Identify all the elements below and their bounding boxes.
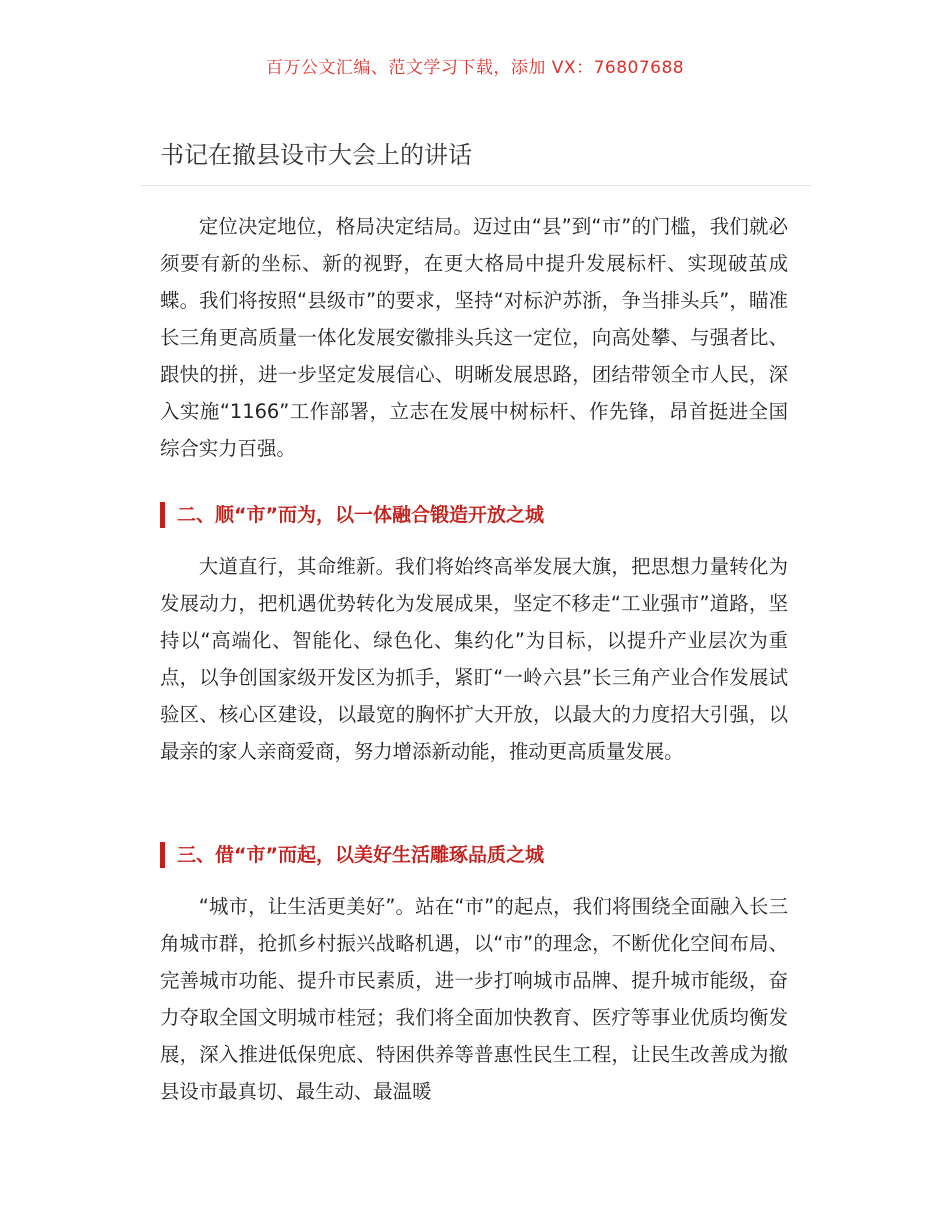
section-2-paragraph: 大道直行，其命维新。我们将始终高举发展大旗，把思想力量转化为发展动力，把机遇优势转化为发展成果，坚定不移走“工业强市”道路，坚持以“高端化、智能化、绿色化、集约化”为目标，以提升产业层次为重点，以争创国家级开发区为抓手，紧盯“一岭六县”长三角产业合作发展试验区、核心区建设，以最宽的胸怀扩大开放，以最大的力度招大引强，以最亲的家人亲商爱商，努力增添新动能，推动更高质量发展。 xyxy=(160,555,788,763)
page-title: 书记在撤县设市大会上的讲话 xyxy=(160,141,472,169)
heading-accent-bar xyxy=(160,842,165,868)
section-heading-3-text: 三、借“市”而起，以美好生活雕琢品质之城 xyxy=(177,844,544,866)
intro-paragraph: 定位决定地位，格局决定结局。迈过由“县”到“市”的门槛，我们就必须要有新的坐标、新的视野，在更大格局中提升发展标杆、实现破茧成蝶。我们将按照“县级市”的要求，坚持“对标沪苏浙，争当排头兵”，瞄准长三角更高质量一体化发展安徽排头兵这一定位，向高处攀、与强者比、跟快的拼，进一步坚定发展信心、明晰发展思路，团结带领全市人民，深入实施“1166”工作部署，立志在发展中树标杆、作先锋，昂首挺进全国综合实力百强。 xyxy=(160,215,788,460)
heading-accent-bar xyxy=(160,502,165,528)
section-heading-3 xyxy=(160,841,790,869)
section-heading-2-text: 二、顺“市”而为，以一体融合锻造开放之城 xyxy=(177,504,544,526)
section-3-paragraph: “城市，让生活更美好”。站在“市”的起点，我们将围绕全面融入长三角城市群，抢抓乡村振兴战略机遇，以“市”的理念，不断优化空间布局、完善城市功能、提升市民素质，进一步打响城市品牌、提升城市能级，奋力夺取全国文明城市桂冠；我们将全面加快教育、医疗等事业优质均衡发展，深入推进低保兜底、特困供养等普惠性民生工程，让民生改善成为撤县设市最真切、最生动、最温暖 xyxy=(160,895,788,1103)
header-banner: 百万公文汇编、范文学习下载，添加 VX：76807688 xyxy=(265,58,685,78)
title-divider xyxy=(140,185,812,186)
section-heading-2 xyxy=(160,501,790,529)
